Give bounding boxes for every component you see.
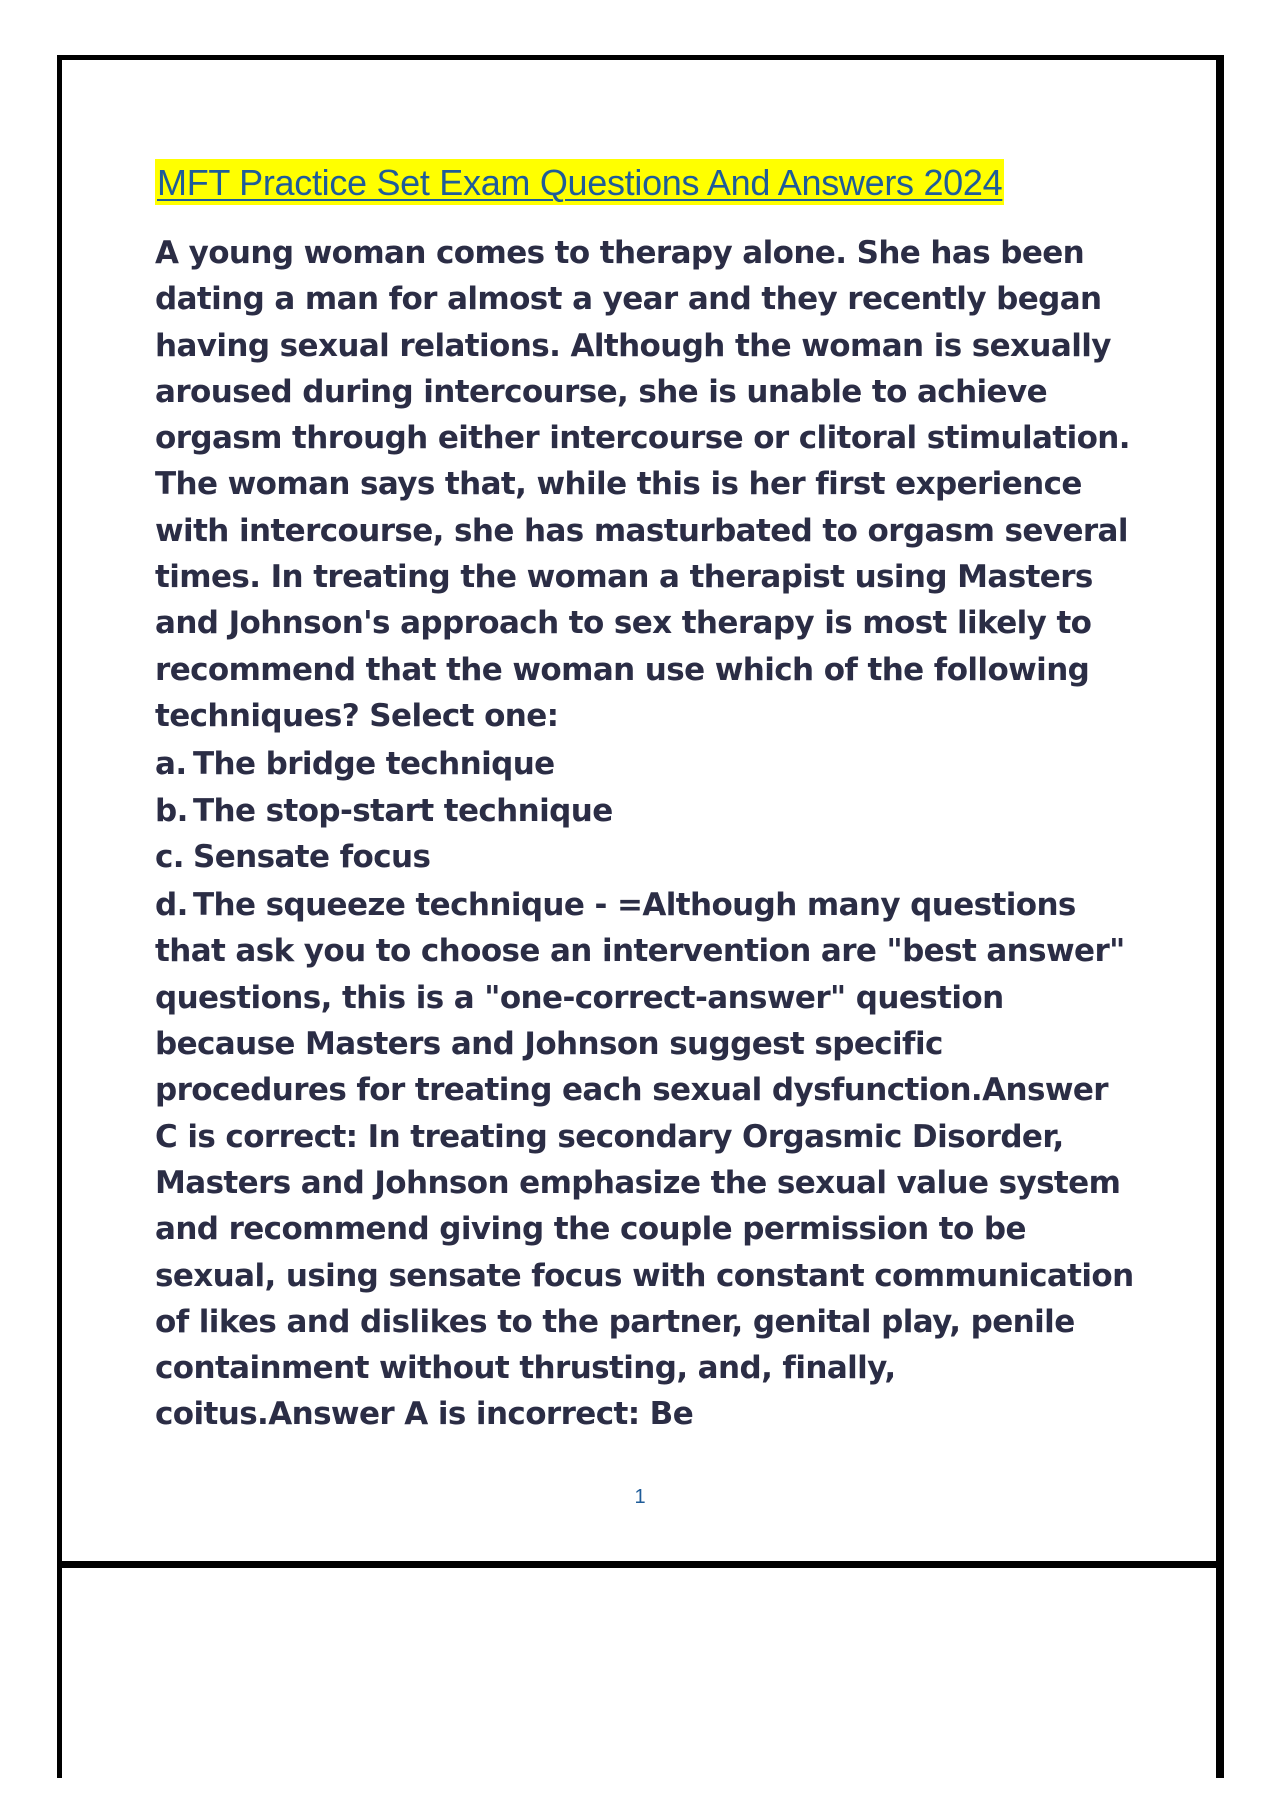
option-d-with-explanation (155, 882, 1135, 1438)
option-b (155, 788, 1135, 834)
option-letter: d. (155, 887, 188, 924)
page-border-top (57, 55, 1224, 60)
document-body (155, 230, 1135, 1438)
title-container (155, 158, 1004, 206)
option-a (155, 741, 1135, 787)
page-break-divider (57, 1561, 1224, 1568)
page-border-left (57, 55, 62, 1778)
option-text: The bridge technique (193, 746, 555, 783)
option-c (155, 834, 1135, 880)
page-border-right (1216, 55, 1224, 1778)
option-letter: b. (155, 792, 188, 829)
option-text: The stop-start technique (193, 792, 613, 829)
page-number: 1 (634, 1486, 646, 1508)
option-text: Sensate focus (193, 838, 431, 875)
option-letter: c. (155, 838, 184, 875)
option-d-text: The squeeze technique - =Although many questions that ask you to choose an intervention are "best answer" questions, this is a "one-correct-answer" question because Masters and Johnson suggest specific procedures for treating each sexual dysfunction.Answer C is correct: In treating secondary Orgasmic Disorder, Masters and Johnson emphasize the sexual value system and recommend giving the couple permission to be sexual, using sensate focus with constant communication of likes and dislikes to the partner, genital play, penile containment without thrusting, and, finally, coitus.Answer A is incorrect: Be (155, 887, 1134, 1433)
document-title: MFT Practice Set Exam Questions And Answers 2024 (155, 159, 1004, 205)
question-text: A young woman comes to therapy alone. She has been dating a man for almost a year and they recently began having sexual relations. Although the woman is sexually aroused during intercourse, she is unable to achieve orgasm through either intercourse or clitoral stimulation. The woman says that, while this is her first experience with intercourse, she has masturbated to orgasm several times. In treating the woman a therapist using Masters and Johnson's approach to sex therapy is most likely to recommend that the woman use which of the following techniques? Select one: (155, 235, 1130, 734)
option-letter: a. (155, 746, 187, 783)
answer-options (155, 741, 1135, 1437)
